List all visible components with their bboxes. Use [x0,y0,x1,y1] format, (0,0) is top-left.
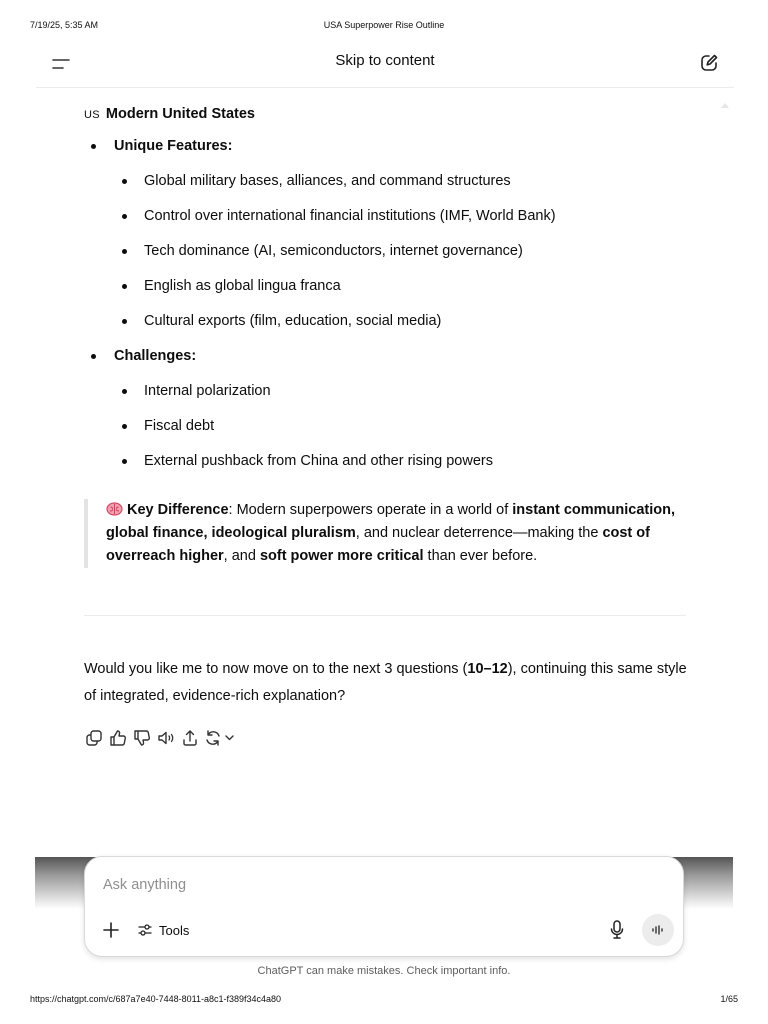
print-title: USA Superpower Rise Outline [323,20,445,30]
print-datetime: 7/19/25, 5:35 AM [30,20,99,30]
thumbs-up-icon[interactable] [108,728,128,748]
section-heading [84,104,688,125]
list-item: External pushback from China and other rising powers [114,451,688,471]
copy-icon[interactable] [84,728,104,748]
regenerate-icon[interactable] [204,728,238,748]
new-chat-edit-icon[interactable] [698,52,720,74]
list-item: English as global lingua franca [114,276,688,296]
section-heading-text: Modern United States [105,106,255,122]
feature-group-list [84,136,688,471]
voice-mode-button[interactable] [642,914,674,946]
group-title: Challenges [114,348,192,364]
list-item: Control over international financial institutions (IMF, World Bank) [114,206,688,226]
print-header [0,0,768,40]
followup-question: Would you like me to now move on to the next 3 questions (10–12), continuing this same style of integrated, evidence-rich explanation? [84,661,687,704]
group-title: Unique Features [114,138,228,154]
voice-waveform-icon [650,922,666,938]
read-aloud-icon[interactable] [156,728,176,748]
tools-button[interactable] [137,920,189,940]
add-attachment-button[interactable] [101,920,121,940]
list-item: Fiscal debt [114,416,688,436]
scroll-up-arrow-icon[interactable] [720,96,730,104]
thumbs-down-icon[interactable] [132,728,152,748]
share-icon[interactable] [180,728,200,748]
composer [84,856,684,957]
list-item: Global military bases, alliances, and command structures [114,171,688,191]
print-page-number: 1/65 [720,994,738,1004]
tools-label: Tools [159,922,190,938]
quote-label: Key Difference [127,502,229,518]
message-actions [84,728,242,748]
group-challenges: Challenges: Internal polarization Fiscal debt External pushback from China and other rising powers [84,346,688,471]
assistant-message [84,104,688,486]
section-divider [84,615,686,616]
list-item: Internal polarization [114,381,688,401]
challenges-list [114,381,688,471]
list-item: Tech dominance (AI, semiconductors, internet governance) [114,241,688,261]
prompt-input[interactable] [103,874,603,896]
top-bar [36,40,734,88]
group-unique-features: Unique Features: Global military bases, alliances, and command structures Control over international financial institutions (IMF, World Bank) Tech dominance (AI, semiconductors, internet governance) English as global lingua franca Cultural exports (film, education, social media) [84,136,688,331]
tools-sliders-icon [137,922,153,938]
list-item: Cultural exports (film, education, social media) [114,311,688,331]
microphone-icon[interactable] [607,919,627,941]
brain-icon [106,501,123,515]
skip-to-content-link[interactable]: Skip to content [335,52,435,69]
unique-features-list [114,171,688,331]
print-url: https://chatgpt.com/c/687a7e40-7448-8011-a8c1-f389f34c4a80 [30,994,282,1004]
key-difference-quote: Key Difference: Modern superpowers operate in a world of instant communication, global finance, ideological pluralism, and nuclear deterrence—making the cost of overreach higher, and soft power more critical than ever before. [84,499,684,568]
disclaimer: ChatGPT can make mistakes. Check important info. [257,965,511,977]
us-flag-label: US [84,109,100,121]
